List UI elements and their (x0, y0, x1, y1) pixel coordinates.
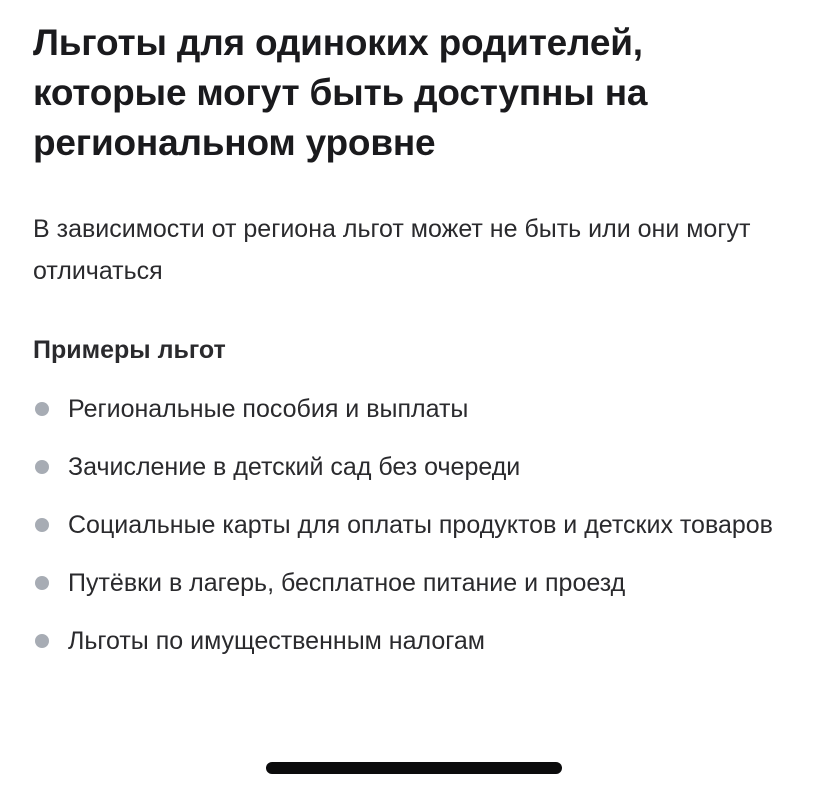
bullet-icon (35, 518, 49, 532)
list-item-label: Региональные пособия и выплаты (68, 395, 469, 423)
bullet-icon (35, 634, 49, 648)
section-heading: Примеры льгот (33, 336, 226, 364)
list-item (33, 620, 803, 662)
bullet-icon (35, 576, 49, 590)
list-item-label: Социальные карты для оплаты продуктов и детских товаров (68, 511, 773, 539)
list-item (33, 562, 803, 604)
list-item (33, 446, 803, 488)
list-item-label: Зачисление в детский сад без очереди (68, 453, 521, 481)
benefits-list (33, 388, 803, 678)
list-item-label: Льготы по имущественным налогам (68, 627, 485, 655)
list-item (33, 504, 803, 546)
bullet-icon (35, 402, 49, 416)
home-indicator[interactable] (266, 762, 562, 774)
page-title: Льготы для одиноких родителей, которые могут быть доступны на региональном уровне (33, 22, 648, 163)
bullet-icon (35, 460, 49, 474)
list-item (33, 388, 803, 430)
list-item-label: Путёвки в лагерь, бесплатное питание и проезд (68, 569, 626, 597)
subtitle: В зависимости от региона льгот может не быть или они могут отличаться (33, 215, 751, 285)
